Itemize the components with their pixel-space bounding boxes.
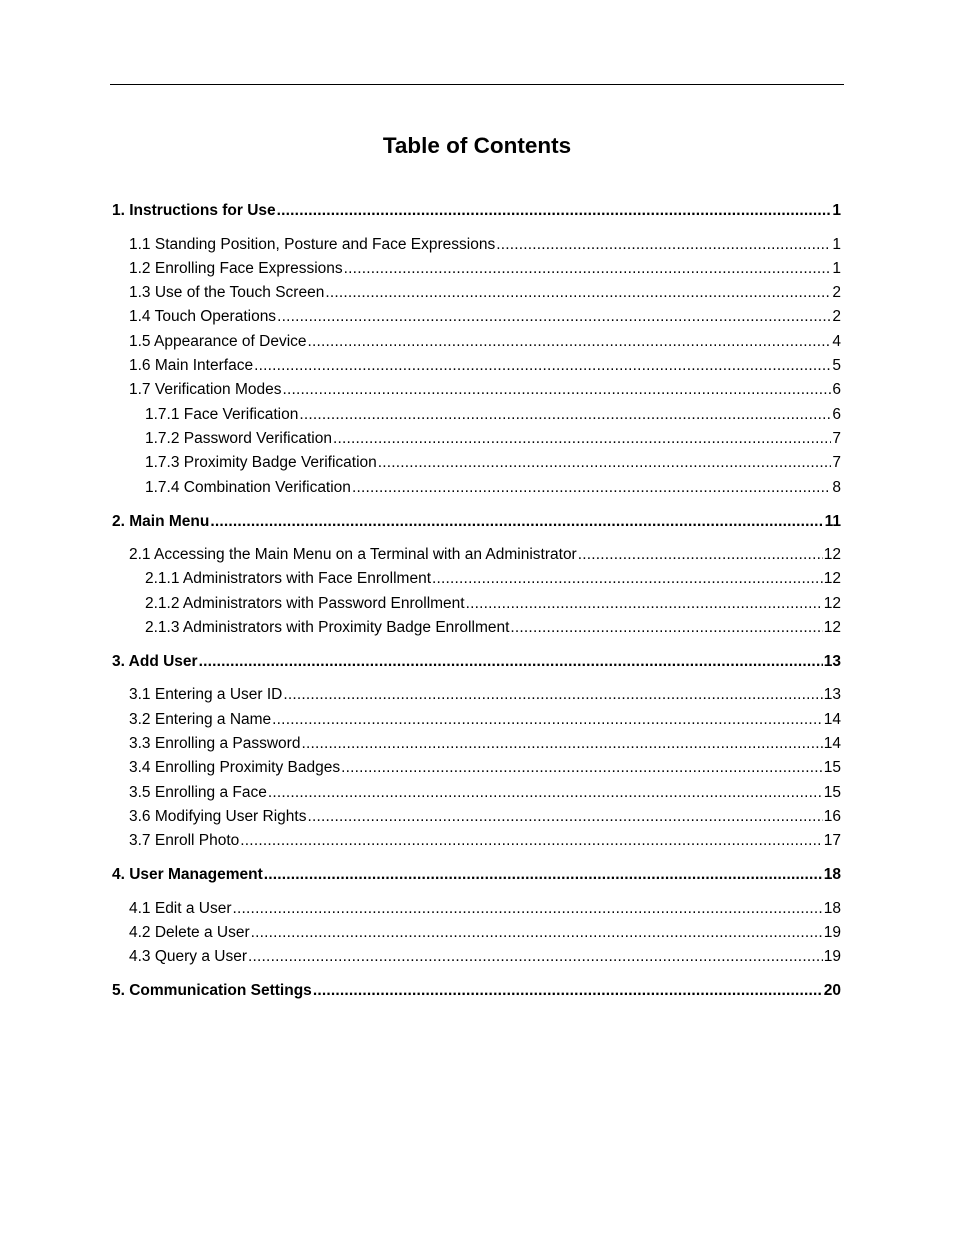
page-title: Table of Contents (382, 133, 572, 158)
toc-entry-title: 2.1.1 Administrators with Face Enrollment (145, 570, 432, 587)
toc-entry[interactable] (129, 307, 841, 327)
toc-dot-leader (378, 453, 832, 473)
toc-page-number: 7 (832, 430, 841, 447)
toc-page-number: 2 (832, 284, 841, 301)
toc-entry-title: 3.1 Entering a User ID (129, 686, 283, 703)
toc-entry[interactable] (112, 512, 841, 532)
toc-entry-title: 1.6 Main Interface (129, 357, 254, 374)
toc-entry-title: 3. Add User (112, 653, 198, 670)
toc-dot-leader (254, 356, 831, 376)
toc-dot-leader (248, 947, 823, 967)
toc-page-number: 18 (823, 900, 841, 917)
toc-page-number: 12 (823, 570, 841, 587)
toc-entry[interactable] (129, 758, 841, 778)
toc-page-number: 6 (832, 381, 841, 398)
toc-entry[interactable] (145, 429, 841, 449)
toc-entry[interactable] (129, 685, 841, 705)
toc-dot-leader (268, 783, 823, 803)
toc-page-number: 19 (823, 924, 841, 941)
toc-dot-leader (199, 652, 823, 672)
toc-entry[interactable] (129, 235, 841, 255)
toc-dot-leader (272, 710, 823, 730)
toc-entry-title: 4.2 Delete a User (129, 924, 250, 941)
toc-dot-leader (466, 594, 823, 614)
toc-entry[interactable] (129, 899, 841, 919)
toc-entry[interactable] (112, 981, 841, 1001)
toc-entry[interactable] (145, 478, 841, 498)
toc-page-number: 2 (832, 308, 841, 325)
toc-entry[interactable] (129, 807, 841, 827)
toc-dot-leader (283, 380, 832, 400)
toc-page-number: 1 (832, 236, 841, 253)
toc-page-number: 7 (832, 454, 841, 471)
toc-entry[interactable] (112, 865, 841, 885)
toc-page-number: 4 (832, 333, 841, 350)
toc-entry-title: 1.5 Appearance of Device (129, 333, 307, 350)
toc-dot-leader (233, 899, 823, 919)
toc-entry-title: 2.1.3 Administrators with Proximity Badge Enrollment (145, 619, 510, 636)
toc-entry-title: 3.4 Enrolling Proximity Badges (129, 759, 341, 776)
toc-dot-leader (277, 201, 832, 221)
toc-entry[interactable] (129, 545, 841, 565)
toc-entry[interactable] (129, 783, 841, 803)
toc-entry-title: 1.2 Enrolling Face Expressions (129, 260, 343, 277)
toc-entry[interactable] (145, 569, 841, 589)
toc-entry[interactable] (129, 283, 841, 303)
toc-entry-title: 1.7.4 Combination Verification (145, 479, 351, 496)
toc-entry[interactable] (129, 356, 841, 376)
toc-entry[interactable] (145, 618, 841, 638)
toc-entry[interactable] (145, 594, 841, 614)
toc-dot-leader (578, 545, 823, 565)
toc-entry-title: 1.7.3 Proximity Badge Verification (145, 454, 377, 471)
toc-page-number: 15 (823, 784, 841, 801)
toc-dot-leader (352, 478, 831, 498)
toc-dot-leader (240, 831, 822, 851)
toc-dot-leader (496, 235, 831, 255)
toc-page-number: 13 (823, 686, 841, 703)
toc-dot-leader (299, 405, 831, 425)
toc-entry-title: 1.7 Verification Modes (129, 381, 282, 398)
toc-page-number: 17 (823, 832, 841, 849)
toc-page-number: 19 (823, 948, 841, 965)
toc-page-number: 12 (823, 619, 841, 636)
toc-entry-title: 2.1 Accessing the Main Menu on a Terminal with an Administrator (129, 546, 577, 563)
toc-entry[interactable] (112, 652, 841, 672)
toc-page-number: 1 (832, 260, 841, 277)
toc-entry-title: 1.3 Use of the Touch Screen (129, 284, 325, 301)
toc-entry-title: 3.6 Modifying User Rights (129, 808, 307, 825)
toc-entry-title: 3.2 Entering a Name (129, 711, 272, 728)
toc-entry[interactable] (112, 201, 841, 221)
toc-entry-title: 1.7.2 Password Verification (145, 430, 332, 447)
toc-page-number: 6 (832, 406, 841, 423)
toc-entry-title: 2.1.2 Administrators with Password Enrollment (145, 595, 465, 612)
toc-entry-title: 3.5 Enrolling a Face (129, 784, 267, 801)
toc-entry[interactable] (129, 947, 841, 967)
toc-page-number: 14 (823, 735, 841, 752)
toc-entry-title: 4. User Management (112, 866, 263, 883)
toc-dot-leader (313, 981, 823, 1001)
toc-entry-title: 4.3 Query a User (129, 948, 248, 965)
toc-dot-leader (325, 283, 831, 303)
toc-entry-title: 1.1 Standing Position, Posture and Face Expressions (129, 236, 496, 253)
toc-entry[interactable] (129, 923, 841, 943)
toc-dot-leader (210, 512, 823, 532)
toc-entry[interactable] (145, 405, 841, 425)
toc-dot-leader (308, 332, 832, 352)
toc-entry[interactable] (129, 380, 841, 400)
toc-entry[interactable] (129, 332, 841, 352)
toc-page-number: 1 (832, 202, 841, 219)
toc-dot-leader (277, 307, 831, 327)
toc-entry[interactable] (129, 734, 841, 754)
toc-page-number: 11 (824, 513, 841, 530)
toc-dot-leader (341, 758, 823, 778)
toc-page-number: 5 (832, 357, 841, 374)
toc-dot-leader (432, 569, 823, 589)
toc-page-number: 13 (823, 653, 841, 670)
toc-dot-leader (264, 865, 823, 885)
toc-entry[interactable] (129, 710, 841, 730)
toc-entry-title: 1.4 Touch Operations (129, 308, 277, 325)
toc-entry[interactable] (129, 259, 841, 279)
toc-page-number: 15 (823, 759, 841, 776)
toc-page-number: 20 (823, 982, 841, 999)
toc-dot-leader (510, 618, 822, 638)
toc-entry-title: 1. Instructions for Use (112, 202, 276, 219)
toc-entry-title: 3.3 Enrolling a Password (129, 735, 301, 752)
toc-dot-leader (333, 429, 831, 449)
toc-page-number: 12 (823, 546, 841, 563)
toc-entry-title: 1.7.1 Face Verification (145, 406, 299, 423)
toc-entry[interactable] (145, 453, 841, 473)
toc-page-number: 14 (823, 711, 841, 728)
toc-page-number: 12 (823, 595, 841, 612)
toc-page-number: 18 (823, 866, 841, 883)
toc-entry-title: 3.7 Enroll Photo (129, 832, 240, 849)
toc-entry-title: 5. Communication Settings (112, 982, 312, 999)
toc-entry[interactable] (129, 831, 841, 851)
toc-dot-leader (283, 685, 822, 705)
toc-dot-leader (251, 923, 823, 943)
toc-entry-title: 2. Main Menu (112, 513, 210, 530)
toc-dot-leader (307, 807, 822, 827)
toc-page-number: 8 (832, 479, 841, 496)
toc-entry-title: 4.1 Edit a User (129, 900, 232, 917)
toc-page-number: 16 (823, 808, 841, 825)
toc-dot-leader (344, 259, 832, 279)
toc-dot-leader (301, 734, 822, 754)
